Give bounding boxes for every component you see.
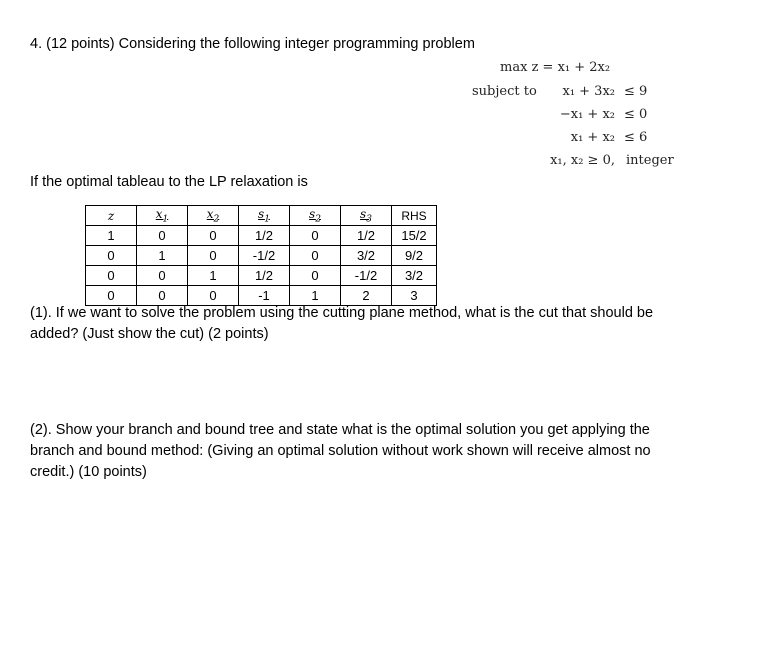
constraint-2-lhs: −x₁ + x₂ [559,107,615,122]
header-z: z [86,206,137,226]
cell: 1/2 [239,266,290,286]
header-x2: $x_2$ [188,206,239,226]
header-s3: $s_3$ [341,206,392,226]
cell: 9/2 [392,246,437,266]
optimal-tableau [85,205,437,306]
cell: 0 [188,246,239,266]
header-s2: $s_2$ [290,206,341,226]
cell: 2 [341,286,392,306]
objective-expression: z = x₁ + 2x₂ [531,60,611,75]
tableau-header-row [86,206,437,226]
constraint-3-lhs: x₁ + x₂ [570,130,615,145]
cell: 15/2 [392,226,437,246]
part-2-question: (2). Show your branch and bound tree and state what is the optimal solution you get applying the branch and bound method: (Giving an optimal solution without work shown will receive almost no credit.) (10 points) [30,422,651,480]
cell: 0 [290,246,341,266]
cell: 0 [188,286,239,306]
question-title: 4. (12 points) Considering the following integer programming problem [30,36,475,52]
constraint-1-lhs: x₁ + 3x₂ [562,84,615,99]
cell: -1/2 [341,266,392,286]
header-s1: $s_1$ [239,206,290,226]
cell: 0 [137,226,188,246]
cell: -1 [239,286,290,306]
cell: 0 [290,266,341,286]
cell: 1 [188,266,239,286]
nonnegativity: x₁, x₂ ≥ 0, [550,153,615,168]
cell: 1 [290,286,341,306]
cell: 3/2 [341,246,392,266]
cell: 1 [86,226,137,246]
header-x1: $x_1$ [137,206,188,226]
cell: 0 [86,246,137,266]
constraint-1-rhs: ≤ 9 [624,84,648,99]
cell: 0 [137,286,188,306]
objective-label: max [500,60,528,75]
cell: -1/2 [239,246,290,266]
header-rhs: RHS [392,206,437,226]
integer-label: integer [626,153,674,168]
tableau-intro: If the optimal tableau to the LP relaxation is [30,174,308,190]
cell: 1/2 [239,226,290,246]
cell: 0 [188,226,239,246]
cell: 0 [86,286,137,306]
constraint-3-rhs: ≤ 6 [624,130,648,145]
cell: 3/2 [392,266,437,286]
table-row [86,266,437,286]
part-1-question: (1). If we want to solve the problem using the cutting plane method, what is the cut that should be added? (Just show the cut) (2 points) [30,305,654,342]
table-row [86,226,437,246]
objective-row [500,60,610,75]
table-row [86,246,437,266]
constraint-2-rhs: ≤ 0 [624,107,648,122]
cell: 1 [137,246,188,266]
cell: 0 [137,266,188,286]
cell: 0 [86,266,137,286]
cell: 1/2 [341,226,392,246]
cell: 0 [290,226,341,246]
cell: 3 [392,286,437,306]
subject-to-label: subject to [472,84,537,99]
